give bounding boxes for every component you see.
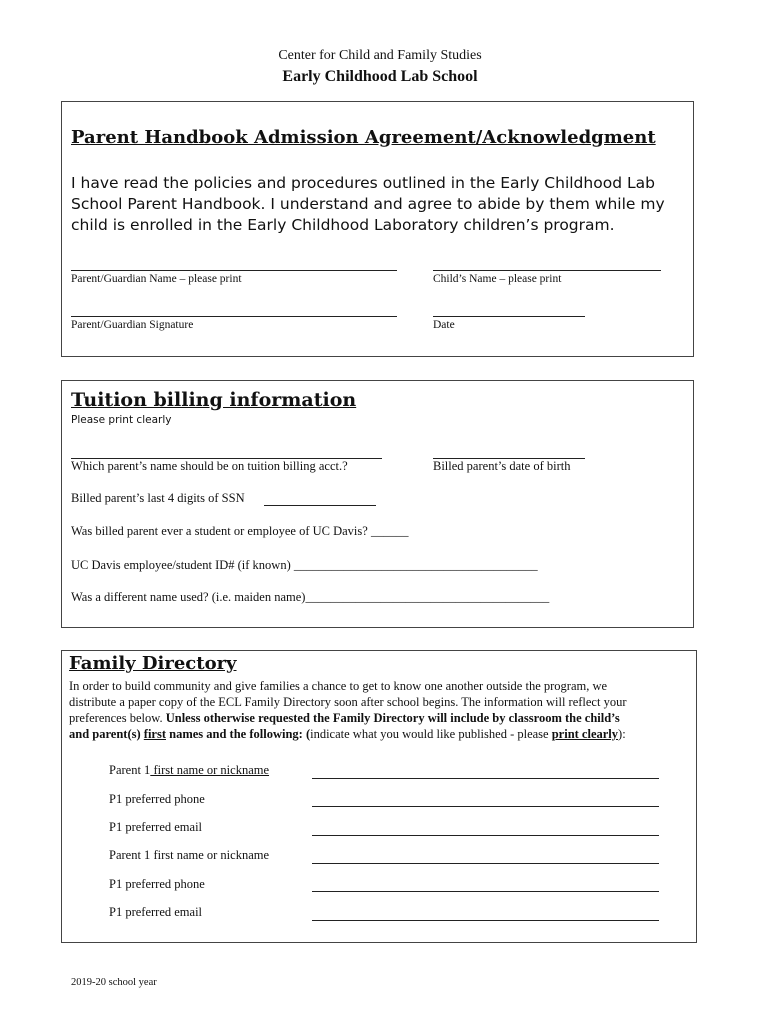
- tuition-title: Tuition billing information: [71, 389, 357, 411]
- row-rest: first name or nickname: [150, 763, 270, 777]
- family-row: [109, 792, 205, 807]
- family-row: [109, 820, 202, 835]
- row-prefix: P1 preferred phone: [109, 877, 205, 891]
- row-prefix: P1 preferred phone: [109, 792, 205, 806]
- family-intro-4-end: ):: [618, 727, 626, 741]
- family-intro-4-print: print clearly: [551, 727, 619, 741]
- ucd-id-field[interactable]: UC Davis employee/student ID# (if known) _______________________________________: [71, 558, 538, 572]
- p1-name-field-2[interactable]: [312, 863, 659, 864]
- org-name: Center for Child and Family Studies: [278, 48, 482, 63]
- agreement-section: [61, 101, 694, 357]
- agreement-title: Parent Handbook Admission Agreement/Acknowledgment: [71, 127, 656, 148]
- maiden-name-field[interactable]: [71, 590, 549, 605]
- family-intro-2: distribute a paper copy of the ECL Family Directory soon after school begins. The information will reflect your: [69, 695, 627, 709]
- child-name-label: Child’s Name – please print: [433, 273, 562, 285]
- tuition-subtitle: Please print clearly: [71, 414, 172, 426]
- ssn-label: Billed parent’s last 4 digits of SSN: [71, 491, 245, 505]
- family-intro-4: [69, 726, 626, 743]
- family-intro-4-bold-b: names and the following: (: [166, 727, 311, 741]
- date-field[interactable]: [433, 316, 585, 317]
- family-intro-4-first: first: [143, 727, 166, 741]
- family-row: [109, 763, 269, 778]
- footer-year: 2019-20 school year: [71, 977, 157, 988]
- p1-phone-field[interactable]: [312, 806, 659, 807]
- family-intro-3-plain: preferences below.: [69, 711, 166, 725]
- billing-name-label: Which parent’s name should be on tuition billing acct.?: [71, 459, 348, 473]
- parent-name-label: Parent/Guardian Name – please print: [71, 273, 242, 285]
- family-intro-4-plain: indicate what you would like published - please: [310, 727, 552, 741]
- family-row: [109, 848, 269, 863]
- ssn-field[interactable]: [264, 505, 376, 506]
- family-intro-3: [69, 710, 620, 727]
- p1-name-field[interactable]: [312, 778, 659, 779]
- ucd-question[interactable]: Was billed parent ever a student or employee of UC Davis? ______: [71, 524, 409, 538]
- row-prefix: Parent 1: [109, 848, 151, 862]
- p1-email-field-2[interactable]: [312, 920, 659, 921]
- family-title: Family Directory: [69, 653, 237, 674]
- maiden-blank[interactable]: _______________________________________: [305, 590, 550, 604]
- child-name-field[interactable]: [433, 270, 661, 271]
- agreement-line-2: School Parent Handbook. I understand and agree to abide by them while my: [71, 195, 665, 213]
- row-prefix: P1 preferred email: [109, 820, 203, 834]
- signature-field[interactable]: [71, 316, 397, 317]
- parent-name-field[interactable]: [71, 270, 397, 271]
- p1-phone-field-2[interactable]: [312, 891, 659, 892]
- signature-label: Parent/Guardian Signature: [71, 319, 194, 331]
- agreement-line-3: child is enrolled in the Early Childhood Laboratory children’s program.: [71, 216, 615, 234]
- family-intro-3-bold: Unless otherwise requested the Family Directory will include by classroom the child’s: [165, 711, 620, 725]
- family-section: [61, 650, 697, 943]
- family-intro-1: In order to build community and give families a chance to get to know one another outside the program, we: [69, 679, 608, 693]
- family-row: [109, 905, 202, 920]
- maiden-label: Was a different name used? (i.e. maiden name): [71, 590, 306, 604]
- family-row: [109, 877, 205, 892]
- tuition-section: [61, 380, 694, 628]
- school-name: Early Childhood Lab School: [282, 68, 478, 85]
- dob-label: Billed parent’s date of birth: [433, 459, 571, 473]
- row-prefix: Parent 1: [109, 763, 151, 777]
- agreement-line-1: I have read the policies and procedures outlined in the Early Childhood Lab: [71, 174, 655, 192]
- row-rest: first name or nickname: [150, 848, 270, 862]
- p1-email-field[interactable]: [312, 835, 659, 836]
- row-prefix: P1 preferred email: [109, 905, 203, 919]
- family-intro-4-bold-a: and parent(s): [69, 727, 144, 741]
- date-label: Date: [433, 319, 455, 331]
